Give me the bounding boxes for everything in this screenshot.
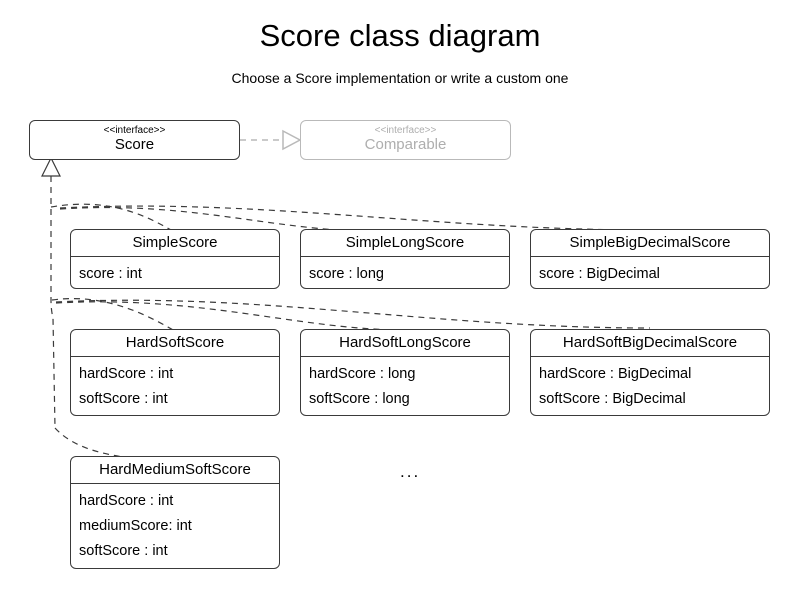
class-name-hardsoftlongscore: HardSoftLongScore	[339, 334, 471, 351]
attribute: hardScore : int	[79, 366, 174, 383]
attribute: score : int	[79, 266, 142, 283]
class-name-comparable: Comparable	[364, 136, 447, 153]
class-name-hardsoftbigdecimalscore: HardSoftBigDecimalScore	[562, 334, 738, 351]
class-name-hardmediumsoftscore: HardMediumSoftScore	[99, 461, 251, 478]
class-name-hardsoftscore: HardSoftScore	[125, 334, 225, 351]
attribute: softScore : BigDecimal	[539, 391, 686, 408]
class-header-comparable	[301, 121, 510, 158]
class-box-hardsoftscore[interactable]	[70, 329, 280, 416]
page-title: Score class diagram	[259, 18, 541, 53]
attribute: score : long	[309, 266, 384, 283]
class-attributes-hardsoftscore	[71, 357, 279, 416]
attribute: hardScore : long	[309, 366, 416, 383]
class-attributes-hardmediumsoftscore	[71, 484, 279, 569]
class-attributes-simplescore	[71, 257, 279, 289]
class-box-simplescore[interactable]	[70, 229, 280, 289]
class-attributes-simplelongscore	[301, 257, 509, 289]
stereotype-label: <<interface>>	[103, 125, 166, 136]
attribute: mediumScore: int	[79, 518, 192, 535]
attribute: softScore : int	[79, 543, 168, 560]
page-subtitle: Choose a Score implementation or write a custom one	[231, 70, 569, 86]
class-box-comparable[interactable]	[300, 120, 511, 160]
class-box-hardmediumsoftscore[interactable]	[70, 456, 280, 569]
attribute: softScore : long	[309, 391, 410, 408]
attribute: hardScore : int	[79, 493, 174, 510]
class-box-simplelongscore[interactable]	[300, 229, 510, 289]
class-attributes-hardsoftbigdecimalscore	[531, 357, 769, 416]
attribute: softScore : int	[79, 391, 168, 408]
class-name-simplelongscore: SimpleLongScore	[345, 234, 465, 251]
class-box-hardsoftbigdecimalscore[interactable]	[530, 329, 770, 416]
class-attributes-simplebigdecimalscore	[531, 257, 769, 289]
class-name-simplebigdecimalscore: SimpleBigDecimalScore	[569, 234, 731, 251]
class-name-simplescore: SimpleScore	[132, 234, 218, 251]
ellipsis-label: ...	[400, 462, 421, 481]
class-box-hardsoftlongscore[interactable]	[300, 329, 510, 416]
class-box-simplebigdecimalscore[interactable]	[530, 229, 770, 289]
class-name-score: Score	[114, 136, 155, 153]
stereotype-label: <<interface>>	[374, 125, 437, 136]
class-header-score	[30, 121, 239, 158]
class-box-score[interactable]	[29, 120, 240, 160]
class-attributes-hardsoftlongscore	[301, 357, 509, 416]
attribute: hardScore : BigDecimal	[539, 366, 692, 383]
attribute: score : BigDecimal	[539, 266, 660, 283]
